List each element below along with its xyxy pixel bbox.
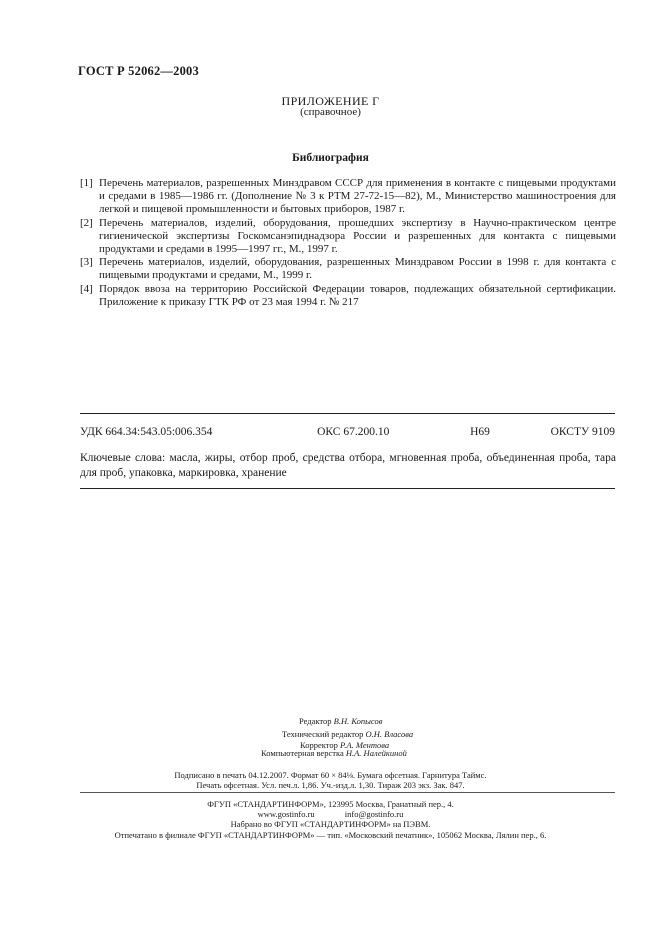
list-item	[80, 283, 616, 309]
website-link[interactable]: www.gostinfo.ru	[257, 809, 315, 819]
list-item	[80, 256, 616, 282]
document-code: ГОСТ Р 52062—2003	[78, 64, 199, 78]
divider	[80, 488, 615, 489]
keywords: Ключевые слова: масла, жиры, отбор проб, средства отбора, мгновенная проба, объединенная проба, тара для проб, упаковка, маркировка, хранение	[80, 452, 616, 479]
list-item	[80, 217, 616, 257]
credit-label: Технический редактор	[282, 729, 364, 739]
credit-name: В.Н. Копысов	[333, 716, 383, 726]
divider	[80, 792, 615, 793]
credit-layout	[261, 748, 561, 758]
classification-row	[80, 426, 615, 438]
credit-label: Редактор	[299, 716, 332, 726]
udk-code: УДК 664.34:543.05:006.354	[80, 426, 213, 438]
email-link[interactable]: info@gostinfo.ru	[344, 809, 404, 819]
reference-text: Порядок ввоза на территорию Российской Федерации товаров, подлежащих обязательной сертификации. Приложение к приказу ГТК РФ от 23 мая 1994 г. № 217	[99, 282, 616, 308]
reference-number: [3]	[80, 256, 93, 269]
oks-code: ОКС 67.200.10	[317, 426, 390, 438]
credit-editor	[299, 716, 599, 726]
reference-text: Перечень материалов, изделий, оборудования, разрешенных Минздравом России в 1998 г. для контакта с пищевыми продуктами и средами, М., 1999 г.	[99, 256, 616, 282]
credit-label: Корректор	[300, 740, 338, 750]
credit-name: О.Н. Власова	[365, 729, 414, 739]
reference-number: [2]	[80, 216, 93, 229]
reference-text: Перечень материалов, изделий, оборудования, прошедших экспертизу в Научно-практическом центре гигиенической экспертизы Госкомсанэпиднадзора России и разрешенных для контакта с пищевыми продуктами и средами в 1995—1997 гг., М., 1997 г.	[99, 216, 616, 256]
bibliography-title: Библиография	[292, 152, 369, 164]
imprint-contacts	[0, 809, 661, 819]
credit-label: Компьютерная верстка	[261, 748, 344, 758]
credit-name: Р.А. Ментова	[340, 740, 390, 750]
group-code: Н69	[470, 426, 490, 438]
list-item	[80, 177, 616, 217]
appendix-title: ПРИЛОЖЕНИЕ Г	[281, 94, 380, 108]
reference-number: [1]	[80, 177, 93, 189]
reference-text: Перечень материалов, разрешенных Минздравом СССР для применения в контакте с пищевыми продуктами и средами в 1985—1986 гг. (Дополнение № 3 к РТМ 27-72-15—82), М., Министерство машиностроения для легкой и пищевой промышленности и бытовых приборов, 1987 г.	[99, 177, 616, 216]
imprint-printed: Отпечатано в филиале ФГУП «СТАНДАРТИНФОРМ» — тип. «Московский печатник», 105062 Москва, Лялин пер., 6.	[114, 830, 547, 840]
appendix-subtitle: (справочное)	[300, 106, 361, 118]
reference-number: [4]	[80, 282, 93, 295]
divider	[80, 413, 615, 414]
credit-name: Н.А. Налейкиной	[345, 748, 407, 758]
print-info-line: Печать офсетная. Усл. печ.л. 1,86. Уч.-изд.л. 1,30. Тираж 203 экз. Зак. 847.	[196, 780, 465, 790]
bibliography-list	[80, 177, 616, 309]
credit-tech-editor	[282, 729, 582, 739]
imprint-publisher: ФГУП «СТАНДАРТИНФОРМ», 123995 Москва, Гранатный пер., 4.	[207, 799, 454, 809]
imprint-typeset: Набрано во ФГУП «СТАНДАРТИНФОРМ» на ПЭВМ.	[230, 819, 431, 829]
print-info-line: Подписано в печать 04.12.2007. Формат 60 × 84⅛. Бумага офсетная. Гарнитура Таймс.	[174, 770, 487, 780]
okstu-code: ОКСТУ 9109	[550, 426, 615, 438]
